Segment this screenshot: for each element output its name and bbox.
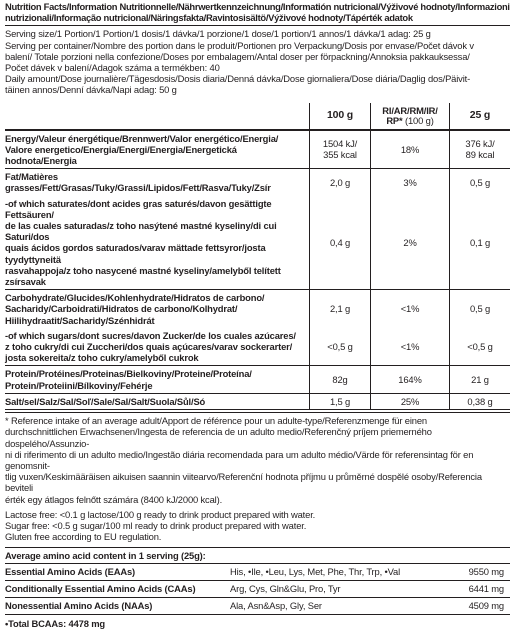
sugars-ri: <1% xyxy=(371,328,450,366)
serving-line: Počet dávek v balení/Adagok száma a termékben: 40 xyxy=(5,62,220,74)
serving-line: Serving per container/Nombre des portion dans le produit/Portionen pro Verpackung/Dosis por envase/Počet dávok v xyxy=(5,39,474,51)
energy-100g: 1504 kJ/ 355 kcal xyxy=(310,130,371,169)
amino-table xyxy=(5,563,510,615)
protein-label: Protein/Protéines/Proteinas/Bielkoviny/Proteine/Proteína/ Protein/Proteiini/Bílkoviny/Fehérje xyxy=(5,366,310,393)
energy-ri: 18% xyxy=(371,130,450,169)
energy-25g: 376 kJ/ 89 kcal xyxy=(450,130,511,169)
amino-row-name: Conditionally Essential Amino Acids (CAAs) xyxy=(5,580,230,597)
header-ri-line2: RP* xyxy=(386,114,403,126)
amino-row-list: Arg, Cys, Gln&Glu, Pro, Tyr xyxy=(230,580,428,597)
footnote-line: * Reference intake of an average adult/Apport de référence pour un adulte-type/Referenzmenge für einen xyxy=(5,415,427,427)
salt-100g: 1,5 g xyxy=(310,393,371,409)
protein-25g: 21 g xyxy=(450,366,511,393)
salt-label: Salt/sel/Salz/Sal/Soľ/Sale/Sal/Salt/Suola/Sůl/Só xyxy=(5,393,310,409)
table-row-carbohydrate xyxy=(5,290,510,328)
label-title: Nutrition Facts/Information Nutritionnelle/Nährwertkennzeichnung/Informatión nutricional/Výživové hodnoty/Informazioni xyxy=(5,1,510,12)
header-blank xyxy=(5,103,310,130)
serving-line: Serving size/1 Portion/1 Portion/1 dosis/1 dávka/1 porzione/1 dose/1 portion/1 annos/1 dávka/1 adag: 25 g xyxy=(5,28,431,40)
table-header-row xyxy=(5,103,510,130)
saturates-100g: 0,4 g xyxy=(310,196,371,290)
header-ri xyxy=(371,103,450,130)
protein-100g: 82g xyxy=(310,366,371,393)
carbohydrate-100g: 2,1 g xyxy=(310,290,371,328)
energy-label: Energy/Valeur énergétique/Brennwert/Valor energético/Energia/ Valore energetico/Energia/Energi/Energia/Energetická hodnota/Energia xyxy=(5,130,310,169)
lactose-note: Lactose free: <0.1 g lactose/100 g ready to drink product prepared with water. xyxy=(5,508,316,520)
serving-line: täinen annos/Denní dávka/Napi adag: 50 g xyxy=(5,84,177,96)
footnote-line: érték egy átlagos felnőtt számára (8400 kJ/2000 kcal). xyxy=(5,493,223,505)
sugars-25g: <0,5 g xyxy=(450,328,511,366)
amino-title: Average amino acid content in 1 serving (25g): xyxy=(5,550,206,562)
saturates-label: -of which saturates/dont acides gras saturés/davon gesättigte Fettsäuren/ de las cuales saturadas/z toho nasýtené mastné kyseliny/di cui Saturi/dos quais ácidos gordos saturados/varav mättade fettsyror/josta tyydyttyneitä rasvahappoja/z toho nasycené mastné kyseliny/amelyből telített zsírsavak xyxy=(5,196,310,290)
table-row xyxy=(5,580,510,597)
carbohydrate-25g: 0,5 g xyxy=(450,290,511,328)
amino-row-value: 6441 mg xyxy=(428,580,510,597)
salt-ri: 25% xyxy=(371,393,450,409)
label-header xyxy=(5,1,510,26)
table-row-salt xyxy=(5,393,510,409)
table-row-energy xyxy=(5,130,510,169)
gluten-note: Gluten free according to EU regulation. xyxy=(5,531,162,543)
fat-label: Fat/Matières grasses/Fett/Grasas/Tuky/Grassi/Lipidos/Fett/Rasva/Tuky/Zsír xyxy=(5,171,271,194)
amino-acid-section xyxy=(5,547,510,628)
sugars-label: -of which sugars/dont sucres/davon Zucker/de los cuales azúcares/ z toho cukry/di cui Zuccheri/dos quais açúcares/varav sockerarter/ josta sokereita/z toho cukry/amelyből cukrok xyxy=(5,328,310,366)
table-row-protein xyxy=(5,366,510,393)
nutrition-table xyxy=(5,103,510,410)
fat-100g: 2,0 g xyxy=(310,169,371,196)
carbohydrate-ri: <1% xyxy=(371,290,450,328)
table-row-sugars xyxy=(5,328,510,366)
table-row-fat xyxy=(5,169,510,196)
header-ri-unit: (100 g) xyxy=(405,114,434,126)
sugar-note: Sugar free: <0.5 g sugar/100 ml ready to drink product prepared with water. xyxy=(5,519,307,531)
amino-row-value: 9550 mg xyxy=(428,563,510,580)
protein-ri: 164% xyxy=(371,366,450,393)
table-row xyxy=(5,597,510,614)
label-title-line2: nutrizionali/Informação nutricional/Näringsfakta/Ravintosisältö/Výživové hodnoty/Tápérték adatok xyxy=(5,12,413,24)
saturates-ri: 2% xyxy=(371,196,450,290)
amino-row-name: Nonessential Amino Acids (NAAs) xyxy=(5,597,230,614)
serving-line: Daily amount/Dose journalière/Tägesdosis/Dosis diaria/Denná dávka/Dose giornaliera/Dose diária/Daglig dos/Päivit- xyxy=(5,73,471,85)
footnote-line: durchschnittlichen Erwachsenen/Ingesta de referencia de un adulto medio/Referenčný príjem priemerného dospelého/Assunzio- xyxy=(5,426,432,449)
reference-footnote xyxy=(5,412,510,542)
header-25g: 25 g xyxy=(450,103,511,130)
fat-ri: 3% xyxy=(371,169,450,196)
header-100g: 100 g xyxy=(310,103,371,130)
amino-row-list: His, •Ile, •Leu, Lys, Met, Phe, Thr, Trp, •Val xyxy=(230,563,428,580)
footnote-line: ni di riferimento di un adulto medio/Ingestão diária recomendada para um adulto médio/Värde för referensintag för en genomsnit- xyxy=(5,448,474,471)
saturates-25g: 0,1 g xyxy=(450,196,511,290)
total-bcaa: •Total BCAAs: 4478 mg xyxy=(5,617,105,629)
carbohydrate-label: Carbohydrate/Glucides/Kohlenhydrate/Hidratos de carbono/ Sacharidy/Carboidrati/Hidratos de carbono/Kolhydrat/ Hiilihydraatit/Sacharidy/Szénhidrát xyxy=(5,292,265,326)
salt-25g: 0,38 g xyxy=(450,393,511,409)
header-ri-line1: RI/AR/RM/IR/ xyxy=(382,104,438,116)
serving-line: balení/ Totale porzioni nella confezione/Doses por embalagem/Antal doser per förpackning/Annoksia pakkauksessa/ xyxy=(5,50,470,62)
fat-25g: 0,5 g xyxy=(450,169,511,196)
table-row xyxy=(5,563,510,580)
serving-info xyxy=(5,26,510,95)
footnote-line: tlig vuxen/Keskimääräisen aikuisen saannin viitearvo/Referenční hodnota příjmu u průměrné dospělé osoby/Referencia beviteli xyxy=(5,471,482,494)
table-row-saturates xyxy=(5,196,510,290)
amino-row-list: Ala, Asn&Asp, Gly, Ser xyxy=(230,597,428,614)
sugars-100g: <0,5 g xyxy=(310,328,371,366)
amino-row-value: 4509 mg xyxy=(428,597,510,614)
amino-row-name: Essential Amino Acids (EAAs) xyxy=(5,563,230,580)
